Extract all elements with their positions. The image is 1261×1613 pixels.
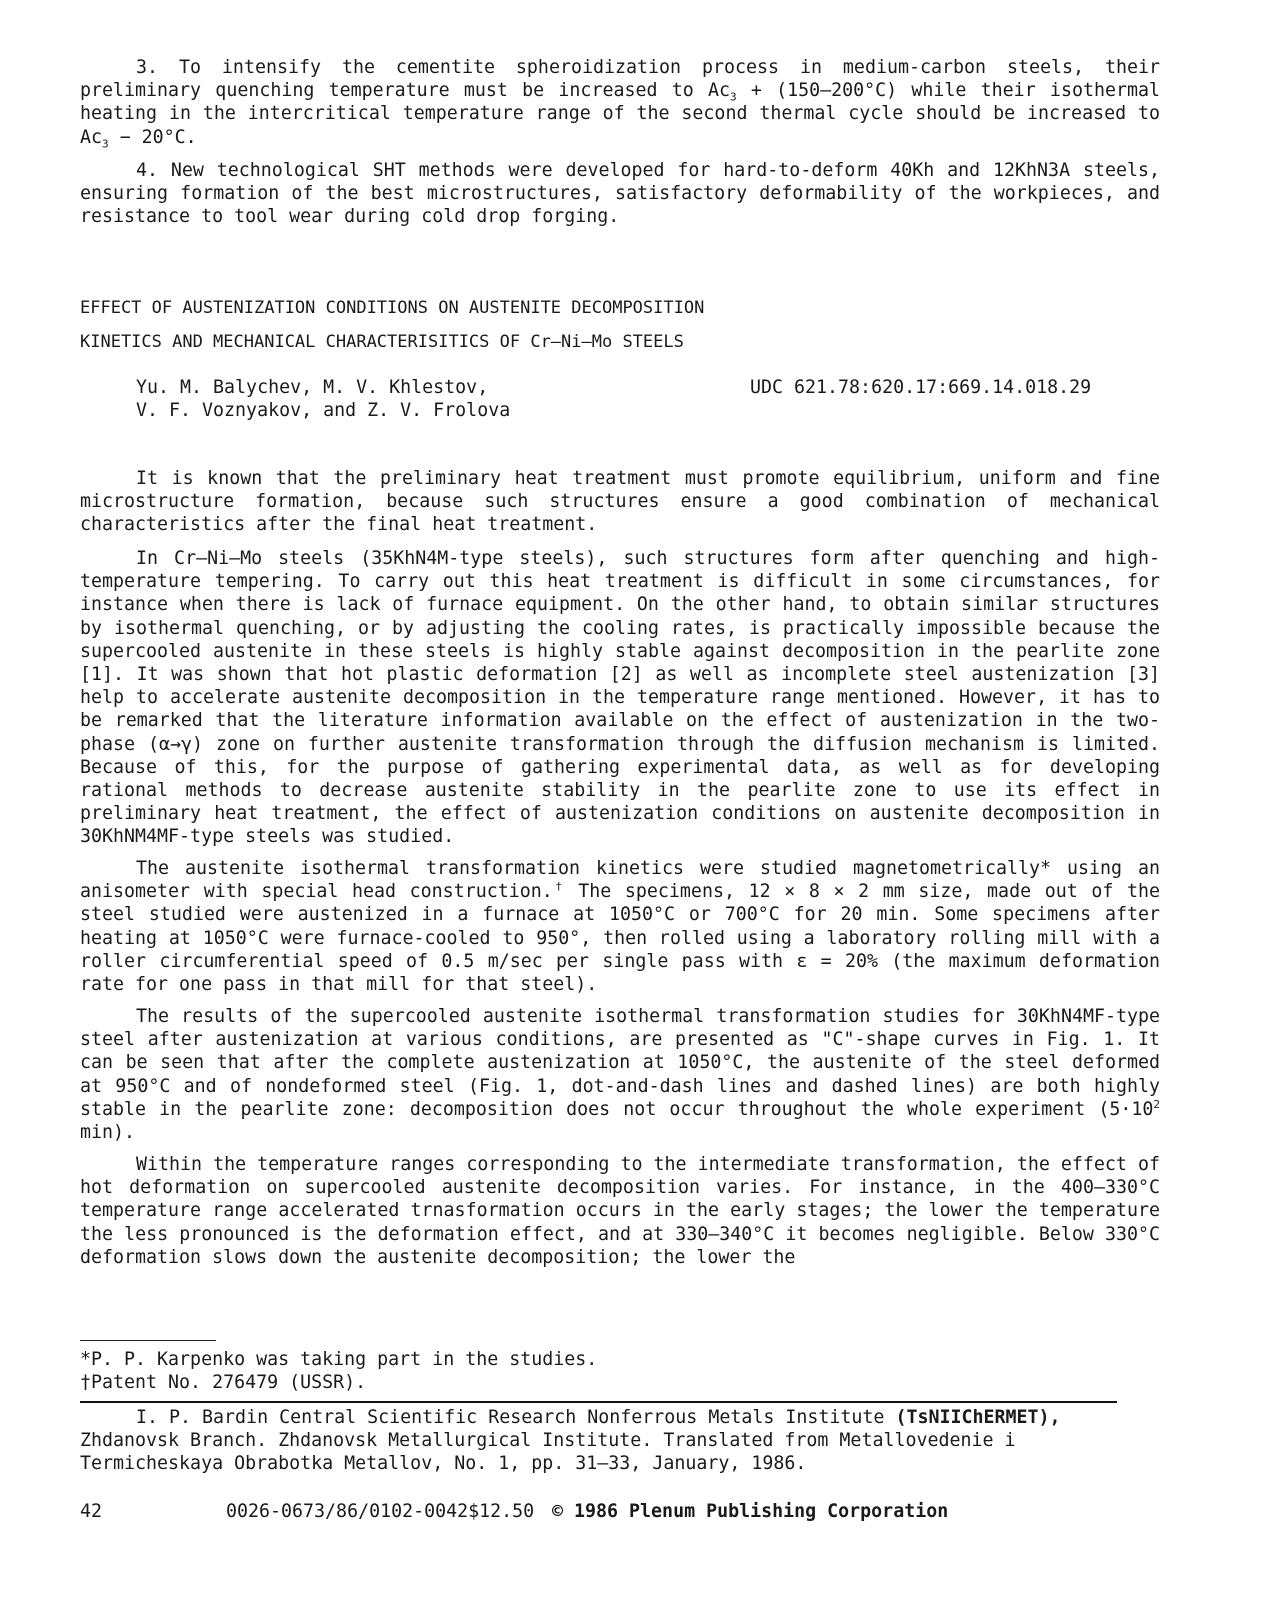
institute-divider <box>80 1401 1117 1403</box>
footnote-divider <box>80 1340 216 1341</box>
institute-rest: Zhdanovsk Branch. Zhdanovsk Metallurgical Institute. Translated from Metallovedenie i Termicheskaya Obrabotka Metallov, No. 1, pp. 31–33, January, 1986. <box>80 1430 1016 1475</box>
article-title-line-2: KINETICS AND MECHANICAL CHARACTERISITICS OF Cr–Ni–Mo STEELS <box>80 332 684 352</box>
conclusion-item-4: 4. New technological SHT methods were developed for hard-to-deform 40Kh and 12KhN3A steels, ensuring formation of the best microstructures, satisfactory deformability of the workpieces, and resistance to tool wear during cold drop forging. <box>80 160 1160 228</box>
paragraph-3: The austenite isothermal transformation kinetics were studied magnetometrically* using an anisometer with special head construction.† The specimens, 12 × 8 × 2 mm size, made out of the steel studied were austenized in a furnace at 1050°C or 700°C for 20 min. Some specimens after heating at 1050°C were furnace-cooled to 950°, then rolled using a laboratory rolling mill with a roller circumferential speed of 0.5 m/sec per single pass with ε = 20% (the maximum deformation rate for one pass in that mill for that steel). <box>80 858 1161 996</box>
conclusion-item-3: 3. To intensify the cementite spheroidization process in medium-carbon steels, their preliminary quenching temperature must be increased to $Ac_3 + (150-200^\circ C)$ while their isothermal heating in the intercritical temperature range of the second thermal cycle should be increased to $Ac_3 - 20^\circ C$. <box>80 57 1160 151</box>
authors-line-1: Yu. M. Balychev, M. V. Khlestov, <box>136 377 489 398</box>
institute-line-1: I. P. Bardin Central Scientific Research Nonferrous Metals Institute (TsNIIChERMET), <box>136 1407 1061 1428</box>
authors-line-2: V. F. Voznyakov, and Z. V. Frolova <box>136 400 511 422</box>
footnote-1: *P. P. Karpenko was taking part in the studies. <box>80 1349 598 1370</box>
article-title-line-1: EFFECT OF AUSTENIZATION CONDITIONS ON AUSTENITE DECOMPOSITION <box>80 298 705 318</box>
institute-affiliation <box>80 1406 1117 1476</box>
paragraph-2: In Cr–Ni–Mo steels (35KhN4M-type steels), such structures form after quenching and high-temperature tempering. To carry out this heat treatment is difficult in some circumstances, for instance when there is lack of furnace equipment. On the other hand, to obtain similar structures by isothermal quenching, or by adjusting the cooling rates, is practically impossible because the supercooled austenite in these steels is highly stable against decomposition in the pearlite zone [1]. It was shown that hot plastic deformation [2] as well as incomplete steel austenization [3] help to accelerate austenite decomposition in the temperature range mentioned. However, it has to be remarked that the literature information available on the effect of austenization in the two-phase (α→γ) zone on further austenite transformation through the diffusion mechanism is limited. Because of this, for the purpose of gathering experimental data, as well as for developing rational methods to decrease austenite stability in the pearlite zone to use its effect in preliminary heat treatment, the effect of austenization conditions on austenite decomposition in 30KhNM4MF-type steels was studied. <box>80 548 1160 848</box>
page-number: 42 <box>80 1501 103 1522</box>
footnote-2: †Patent No. 276479 (USSR). <box>80 1372 367 1394</box>
paragraph-4: The results of the supercooled austenite isothermal transformation studies for 30KhN4MF-type steel after austenization at various conditions, are presented as "C"-shape curves in Fig. 1. It can be seen that after the complete austenization at 1050°C, the austenite of the steel deformed at 950°C and of nondeformed steel (Fig. 1, dot-and-dash lines and dashed lines) are both highly stable in the pearlite zone: decomposition does not occur throughout the whole experiment ($5\cdot 10^2$ min). <box>80 1006 1160 1144</box>
paragraph-5: Within the temperature ranges corresponding to the intermediate transformation, the effect of hot deformation on supercooled austenite decomposition varies. For instance, in the 400–330°C temperature range accelerated trnasformation occurs in the early stages; the lower the temperature the less pronounced is the deformation effect, and at 330–340°C it becomes negligible. Below 330°C deformation slows down the austenite decomposition; the lower the <box>80 1154 1160 1268</box>
footnotes <box>80 1348 597 1394</box>
paragraph-1: It is known that the preliminary heat treatment must promote equilibrium, uniform and fine microstructure formation, because such structures ensure a good combination of mechanical characteristics after the final heat treatment. <box>80 468 1160 536</box>
journal-code: 0026-0673/86/0102-0042$12.50 <box>226 1501 535 1522</box>
udc-code: UDC 621.78:620.17:669.14.018.29 <box>750 377 1092 398</box>
authors <box>136 376 510 422</box>
copyright: © 1986 Plenum Publishing Corporation <box>552 1501 949 1522</box>
